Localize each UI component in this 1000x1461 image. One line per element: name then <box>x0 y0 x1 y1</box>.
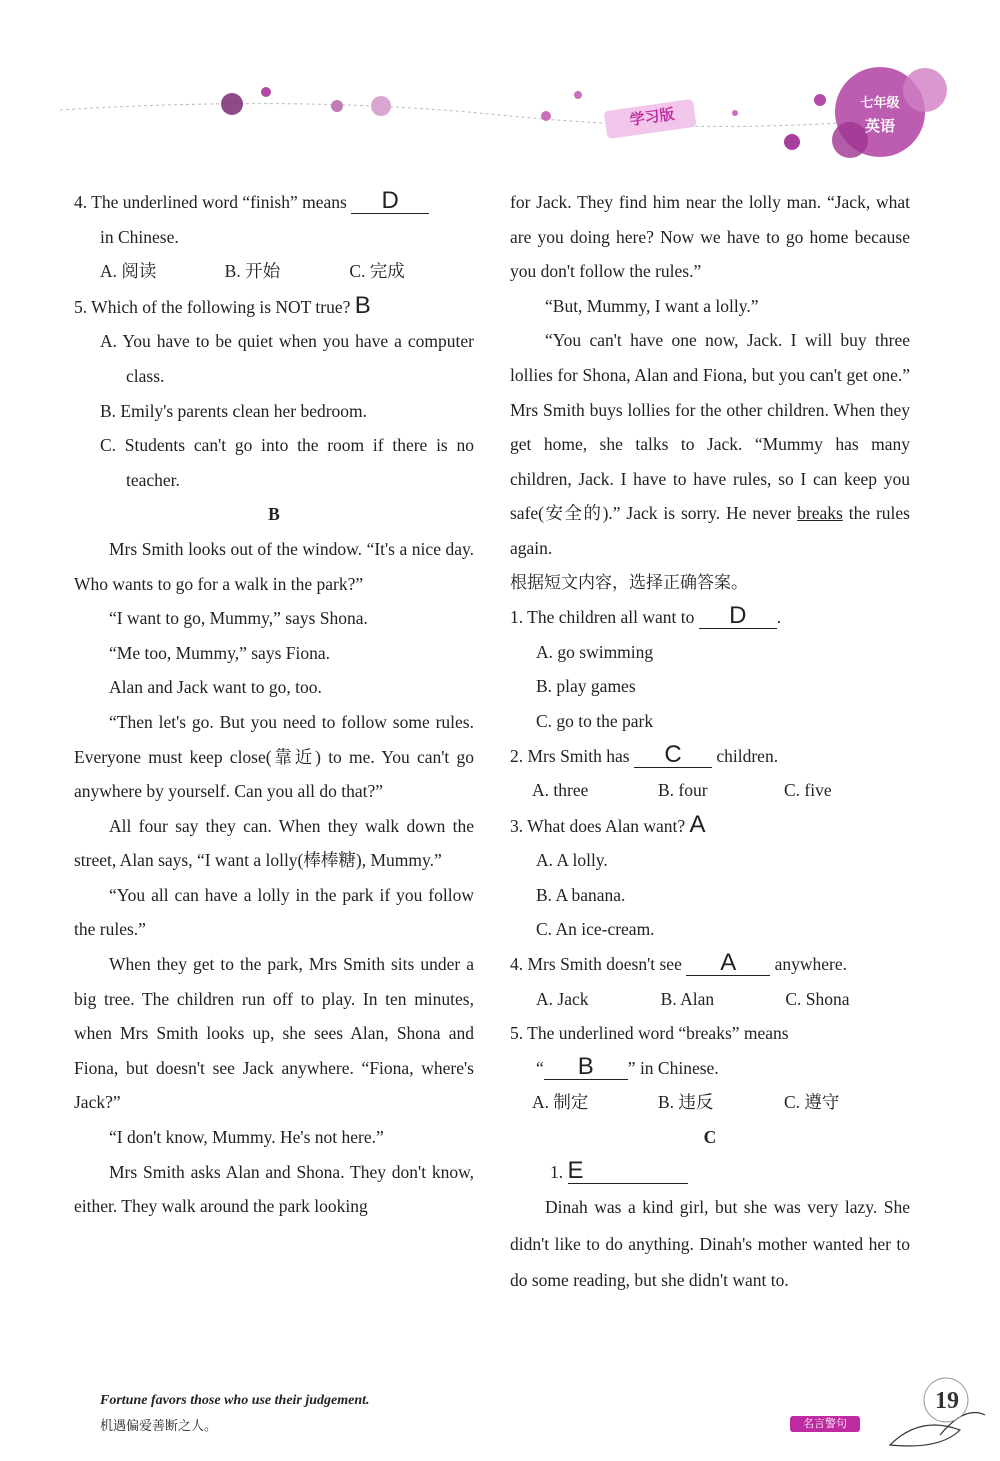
footer-badge: 名言警句 <box>790 1416 860 1432</box>
section-heading-b: B <box>268 504 280 525</box>
question-4-options: A. Jack B. Alan C. Shona <box>536 988 850 1009</box>
question-4-cont: in Chinese. <box>100 226 179 247</box>
footer-quote: Fortune favors those who use their judgement. <box>100 1393 370 1408</box>
question-4-options: A. 阅读 B. 开始 C. 完成 <box>100 261 405 282</box>
question-2-options: A. three B. four C. five <box>532 780 832 801</box>
instruction: 根据短文内容，选择正确答案。 <box>510 572 748 593</box>
passage-paragraph: When they get to the park, Mrs Smith sits under a big tree. The children run off to play. In ten minutes, when Mrs Smith looks up, she sees Alan, Shona and Fiona, but doesn't see Jack anywhere. “Fiona, where's Jack?” <box>74 954 474 1113</box>
answer-blank: E <box>568 1159 688 1184</box>
answer-blank: D <box>351 189 429 214</box>
passage-paragraph: “Then let's go. But you need to follow some rules. Everyone must keep close(靠近) to me. You can't go anywhere by yourself. Can you all do that?” <box>74 711 474 802</box>
question-4: 4. Mrs Smith doesn't see A anywhere. <box>510 949 847 977</box>
option: A. go swimming <box>536 641 654 662</box>
passage-paragraph: Dinah was a kind girl, but she was very lazy. She didn't like to do anything. Dinah's mother wanted her to do some reading, but she didn't want to. <box>510 1197 910 1291</box>
passage-paragraph: “I want to go, Mummy,” says Shona. <box>109 608 368 629</box>
passage-paragraph: Mrs Smith looks out of the window. “It's a nice day. Who wants to go for a walk in the park?” <box>74 538 474 594</box>
passage-paragraph: Mrs Smith asks Alan and Shona. They don't know, either. They walk around the park looking <box>74 1161 474 1217</box>
passage-paragraph: for Jack. They find him near the lolly man. “Jack, what are you doing here? Now we have to go home because you don't follow the rules.” <box>510 192 910 282</box>
page-header <box>0 0 1000 170</box>
question-5-option-c: C. Students can't go into the room if there is no teacher. <box>100 435 474 490</box>
section-heading-c: C <box>703 1127 717 1148</box>
option: C. An ice-cream. <box>536 919 655 940</box>
header-logo-text: 学习版 <box>628 104 676 130</box>
answer-blank: D <box>699 604 777 629</box>
passage-paragraph: “I don't know, Mummy. He's not here.” <box>109 1127 384 1148</box>
question-5-options: A. 制定 B. 违反 C. 遵守 <box>532 1092 840 1113</box>
page-number: 19 <box>935 1388 959 1414</box>
answer-blank: A <box>686 951 770 976</box>
option: B. play games <box>536 676 636 697</box>
header-brand-top: 七年级 <box>860 96 900 111</box>
question-1: 1. The children all want to D . <box>510 602 782 630</box>
question-5-option-b: B. Emily's parents clean her bedroom. <box>100 400 368 421</box>
answer-mark: B <box>354 291 371 319</box>
question-5-option-a: A. You have to be quiet when you have a computer class. <box>100 331 474 386</box>
question-5: 5. The underlined word “breaks” means <box>510 1023 789 1044</box>
answer-blank: B <box>544 1055 628 1080</box>
option: A. A lolly. <box>536 850 608 871</box>
footer-quote-chinese: 机遇偏爱善断之人。 <box>100 1418 218 1433</box>
question-5: 5. Which of the following is NOT true? B <box>74 291 371 319</box>
passage-paragraph: “You all can have a lolly in the park if you follow the rules.” <box>74 884 474 940</box>
option: C. go to the park <box>536 710 654 731</box>
passage-paragraph: Alan and Jack want to go, too. <box>109 677 322 698</box>
right-column <box>510 185 910 1299</box>
passage-paragraph: “Me too, Mummy,” says Fiona. <box>109 642 330 663</box>
header-brand-bottom: 英语 <box>864 117 895 135</box>
passage-paragraph: “You can't have one now, Jack. I will buy three lollies for Shona, Alan and Fiona, but you can't get one.” Mrs Smith buys lollies for the other children. When they get home, she talks to Jack. “Mummy has many children, Jack. I have to have rules, so I can keep you safe(安全的).” Jack is sorry. He never breaks the rules again. <box>510 330 910 558</box>
section-c-question-1: 1. E <box>510 1155 910 1190</box>
left-column <box>74 185 474 1224</box>
underlined-word: breaks <box>797 503 843 524</box>
answer-blank: C <box>634 743 712 768</box>
question-2: 2. Mrs Smith has C children. <box>510 740 779 768</box>
header-decoration <box>0 0 1000 170</box>
passage-paragraph: All four say they can. When they walk down the street, Alan says, “I want a lolly(棒棒糖), Mummy.” <box>74 815 474 871</box>
question-3: 3. What does Alan want? A <box>510 810 706 838</box>
question-4: 4. The underlined word “finish” means D <box>74 185 474 220</box>
option: B. A banana. <box>536 884 626 905</box>
question-5-cont: “ B ” in Chinese. <box>536 1052 719 1080</box>
passage-paragraph: “But, Mummy, I want a lolly.” <box>545 295 759 316</box>
answer-mark: A <box>689 810 706 838</box>
